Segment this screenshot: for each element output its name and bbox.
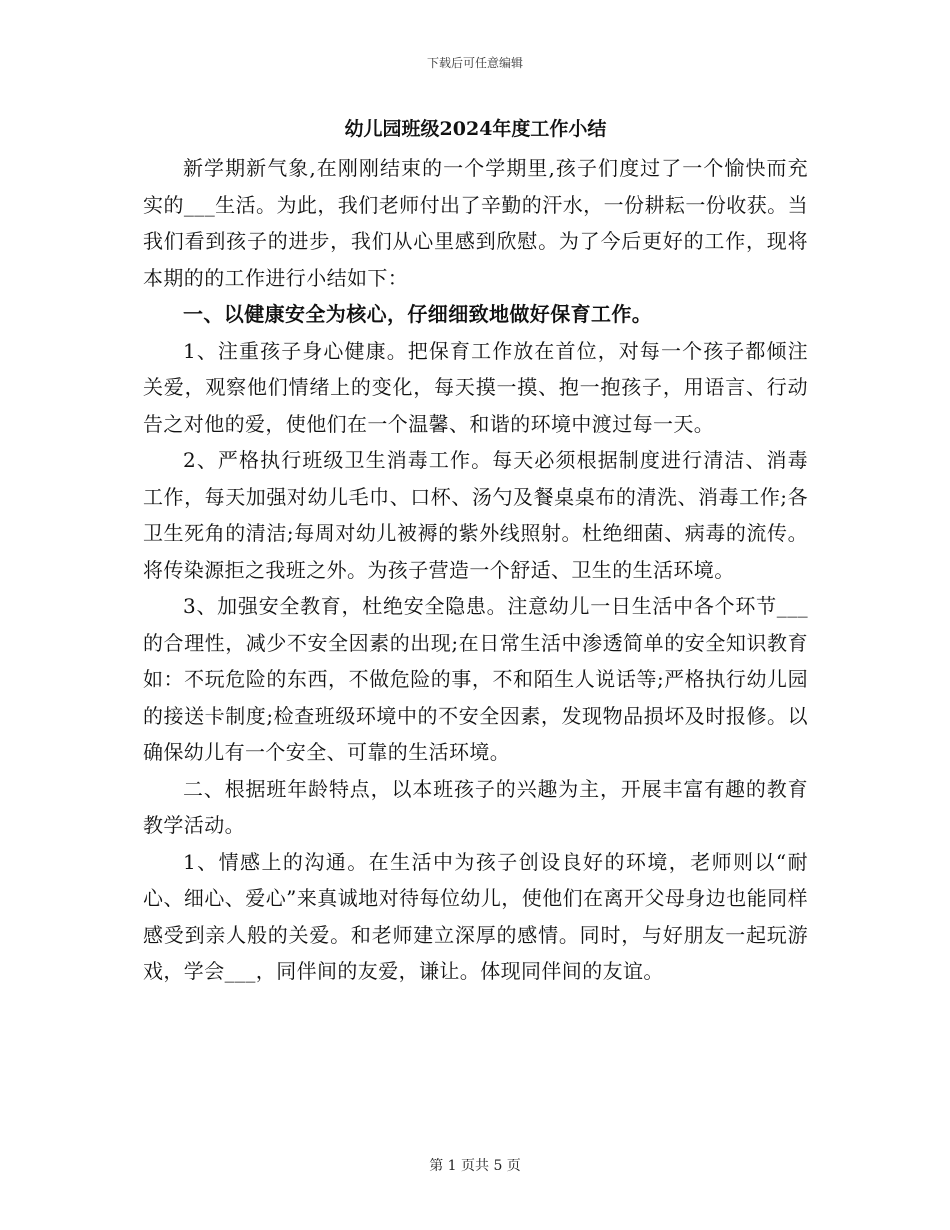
section-heading-1: 一、以健康安全为核心，仔细细致地做好保育工作。 <box>183 302 653 326</box>
document-body <box>143 112 808 990</box>
document-title: 幼儿园班级2024年度工作小结 <box>344 118 607 140</box>
paragraph-emotion: 1、情感上的沟通。在生活中为孩子创设良好的环境，老师则以“耐心、细心、爱心”来真诚地对待每位幼儿，使他们在离开父母身边也能同样感受到亲人般的关爱。和老师建立深厚的感情。同时，与好朋友一起玩游戏，学会___，同伴间的友爱，谦让。体现同伴间的友谊。 <box>143 849 808 983</box>
paragraph-safety: 3、加强安全教育，杜绝安全隐患。注意幼儿一日生活中各个环节___的合理性，减少不安全因素的出现;在日常生活中渗透简单的安全知识教育如：不玩危险的东西，不做危险的事，不和陌生人说话等;严格执行幼儿园的接送卡制度;检查班级环境中的不安全因素，发现物品损坏及时报修。以确保幼儿有一个安全、可靠的生活环境。 <box>143 594 808 764</box>
page-footer: 第 1 页共 5 页 <box>429 1158 521 1174</box>
section-heading-2: 二、根据班年龄特点，以本班孩子的兴趣为主，开展丰富有趣的教育教学活动。 <box>143 776 808 837</box>
paragraph-health: 1、注重孩子身心健康。把保育工作放在首位，对每一个孩子都倾注关爱，观察他们情绪上的变化，每天摸一摸、抱一抱孩子，用语言、行动告之对他的爱，使他们在一个温馨、和谐的环境中渡过每一天。 <box>143 338 808 436</box>
intro-paragraph: 新学期新气象,在刚刚结束的一个学期里,孩子们度过了一个愉快而充实的___生活。为此，我们老师付出了辛勤的汗水，一份耕耘一份收获。当我们看到孩子的进步，我们从心里感到欣慰。为了今后更好的工作，现将本期的的工作进行小结如下： <box>143 156 808 290</box>
header-note: 下载后可任意编辑 <box>426 56 523 70</box>
paragraph-hygiene: 2、严格执行班级卫生消毒工作。每天必须根据制度进行清洁、消毒工作，每天加强对幼儿毛巾、口杯、汤勺及餐桌桌布的清洗、消毒工作;各卫生死角的清洁;每周对幼儿被褥的紫外线照射。杜绝细菌、病毒的流传。将传染源拒之我班之外。为孩子营造一个舒适、卫生的生活环境。 <box>143 448 808 582</box>
